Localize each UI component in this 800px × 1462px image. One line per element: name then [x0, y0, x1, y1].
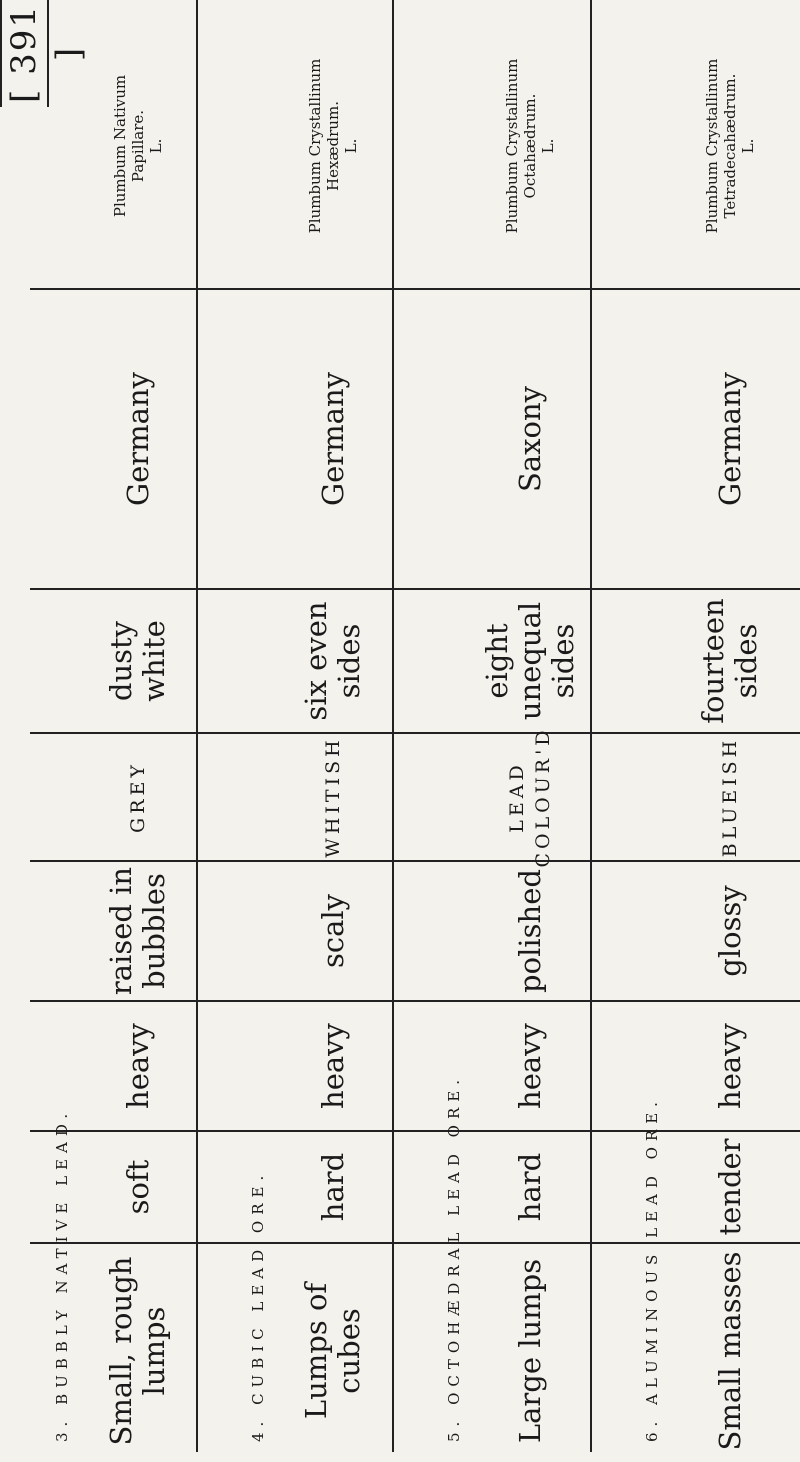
latin-name-cell: [472, 6, 588, 286]
weight-cell: heavy: [315, 1023, 350, 1109]
locality-cell: Saxony: [512, 385, 547, 493]
latin-authority: L.: [342, 138, 360, 154]
section-heading: 6. ALUMINOUS LEAD ORE.: [643, 1096, 661, 1442]
latin-name: Hexædrum.: [324, 101, 342, 191]
table-row: [472, 0, 588, 1462]
section-heading: 5. OCTOHÆDRAL LEAD ORE.: [445, 1074, 463, 1442]
latin-name: Papillare.: [129, 109, 147, 183]
weight-cell: heavy: [512, 1023, 547, 1109]
colour-cell: BLUEISH: [719, 736, 741, 858]
hardness-cell: hard: [512, 1152, 547, 1222]
locality-cell: Germany: [120, 371, 155, 507]
latin-name: Tetradecahædrum.: [721, 73, 739, 219]
hardness-cell: tender: [712, 1138, 747, 1236]
form-cell: Small, rough lumps: [104, 1256, 171, 1446]
surface-cell: glossy: [712, 885, 747, 977]
figure-cell: six even sides: [299, 601, 366, 721]
latin-name: Plumbum Crystallinum: [503, 58, 521, 234]
colour-cell: WHITISH: [322, 736, 344, 858]
weight-cell: heavy: [712, 1023, 747, 1109]
surface-cell: polished: [512, 869, 547, 993]
figure-cell: eight unequal sides: [479, 601, 580, 721]
latin-name: Plumbum Crystallinum: [306, 58, 324, 234]
latin-authority: L.: [147, 138, 165, 154]
hardness-cell: hard: [315, 1152, 350, 1222]
colour-cell: GREY: [127, 761, 149, 833]
latin-authority: L.: [739, 138, 757, 154]
table-row: [276, 0, 390, 1462]
section-heading: 4. CUBIC LEAD ORE.: [249, 1169, 267, 1442]
figure-cell: dusty white: [104, 620, 171, 702]
weight-cell: heavy: [120, 1023, 155, 1109]
table-row: [80, 0, 196, 1462]
row-divider: [392, 0, 394, 1452]
section-heading: 3. BUBBLY NATIVE LEAD.: [53, 1107, 71, 1442]
hardness-cell: soft: [120, 1159, 155, 1215]
row-divider: [196, 0, 198, 1452]
page-number: [ 391 ]: [0, 0, 49, 107]
surface-cell: raised in bubbles: [104, 866, 171, 996]
locality-cell: Germany: [712, 371, 747, 507]
table-row: [670, 0, 790, 1462]
form-cell: Small masses: [712, 1251, 747, 1451]
latin-authority: L.: [539, 138, 557, 154]
surface-cell: scaly: [315, 893, 350, 969]
latin-name-cell: [670, 6, 790, 286]
row-divider: [590, 0, 592, 1452]
latin-name: Plumbum Nativum: [111, 74, 129, 218]
latin-name: Octahædrum.: [521, 93, 539, 199]
latin-name-cell: [276, 6, 390, 286]
form-cell: Large lumps: [512, 1258, 547, 1444]
latin-name-cell: [80, 6, 196, 286]
form-cell: Lumps of cubes: [299, 1282, 366, 1420]
latin-name: Plumbum Crystallinum: [703, 58, 721, 234]
colour-cell: LEAD COLOUR'D: [506, 726, 554, 868]
figure-cell: fourteen sides: [696, 598, 763, 724]
locality-cell: Germany: [315, 371, 350, 507]
